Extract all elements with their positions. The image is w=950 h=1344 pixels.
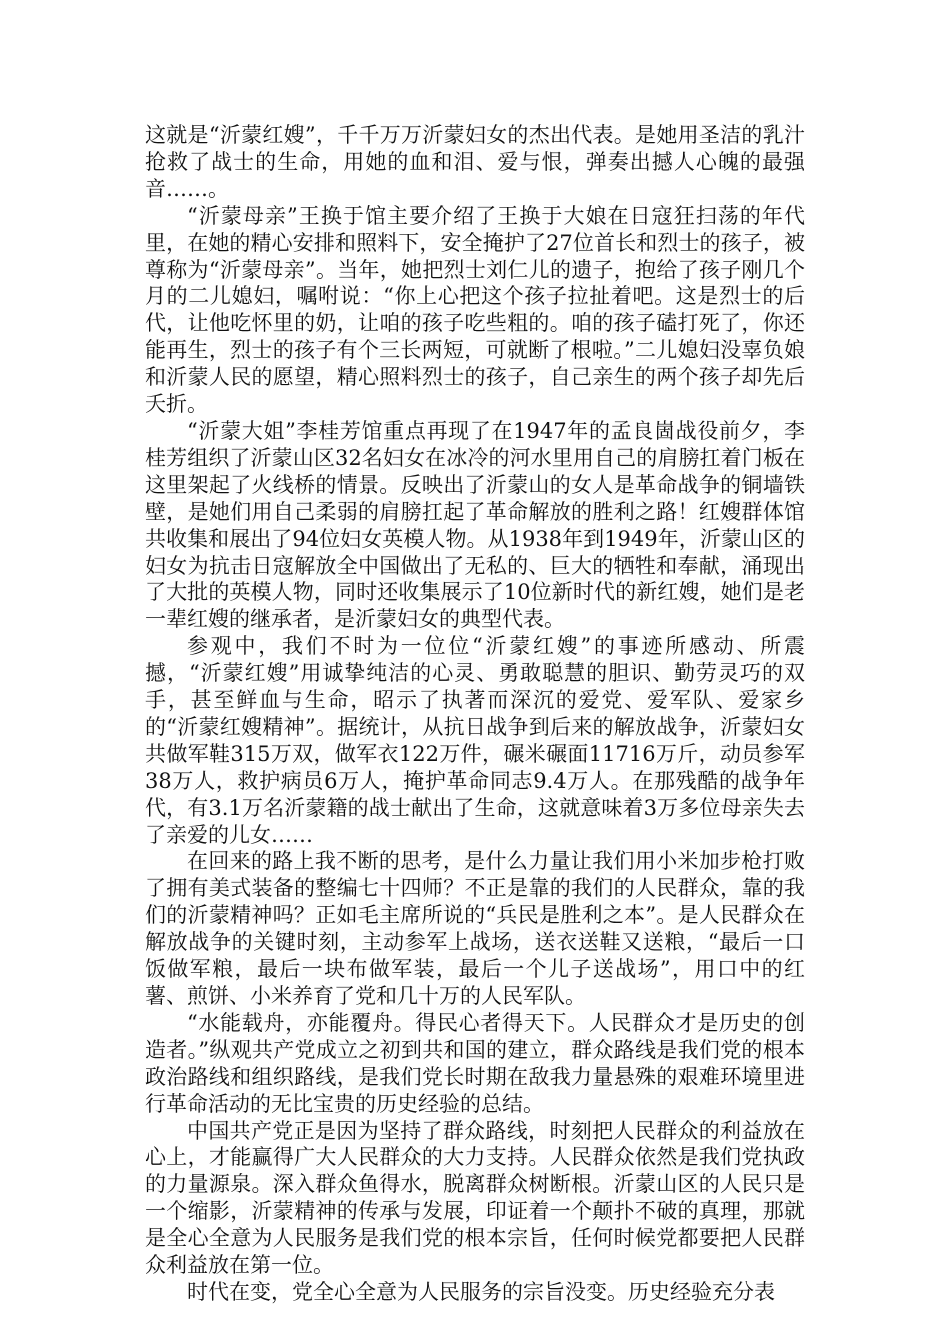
paragraph-6: “水能载舟，亦能覆舟。得民心者得天下。人民群众才是历史的创造者。”纵观共产党成立之初到共和国的建立，群众路线是我们党的根本政治路线和组织路线，是我们党长时期在敌我力量悬殊的艰难环境里进行革命活动的无比宝贵的历史经验的总结。 — [145, 1010, 805, 1116]
document-body — [145, 122, 805, 1306]
paragraph-4: 参观中，我们不时为一位位“沂蒙红嫂”的事迹所感动、所震撼，“沂蒙红嫂”用诚挚纯洁的心灵、勇敢聪慧的胆识、勤劳灵巧的双手，甚至鲜血与生命，昭示了执著而深沉的爱党、爱军队、爱家乡的“沂蒙红嫂精神”。据统计，从抗日战争到后来的解放战争，沂蒙妇女共做军鞋315万双，做军衣122万件，碾米碾面11716万斤，动员参军38万人，救护病员6万人，掩护革命同志9.4万人。在那残酷的战争年代，有3.1万名沂蒙籍的战士献出了生命，这就意味着3万多位母亲失去了亲爱的儿女…… — [145, 634, 805, 847]
paragraph-5: 在回来的路上我不断的思考，是什么力量让我们用小米加步枪打败了拥有美式装备的整编七十四师？不正是靠的我们的人民群众，靠的我们的沂蒙精神吗？正如毛主席所说的“兵民是胜利之本”。是人民群众在解放战争的关键时刻，主动参军上战场，送衣送鞋又送粮，“最后一口饭做军粮，最后一块布做军装，最后一个儿子送战场”，用口中的红薯、煎饼、小米养育了党和几十万的人民军队。 — [145, 849, 805, 1008]
paragraph-7: 中国共产党正是因为坚持了群众路线，时刻把人民群众的利益放在心上，才能赢得广大人民群众的大力支持。人民群众依然是我们党执政的力量源泉。深入群众鱼得水，脱离群众树断根。沂蒙山区的人民只是一个缩影，沂蒙精神的传承与发展，印证着一个颠扑不破的真理，那就是全心全意为人民服务是我们党的根本宗旨，任何时候党都要把人民群众利益放在第一位。 — [145, 1118, 805, 1278]
paragraph-3: “沂蒙大姐”李桂芳馆重点再现了在1947年的孟良崮战役前夕，李桂芳组织了沂蒙山区32名妇女在冰冷的河水里用自己的肩膀扛着门板在这里架起了火线桥的情景。反映出了沂蒙山的女人是革命战争的铜墙铁壁，是她们用自己柔弱的肩膀扛起了革命解放的胜利之路！红嫂群体馆共收集和展出了94位妇女英模人物。从1938年到1949年，沂蒙山区的妇女为抗击日寇解放全中国做出了无私的、巨大的牺牲和奉献，涌现出了大批的英模人物，同时还收集展示了10位新时代的新红嫂，她们是老一辈红嫂的继承者，是沂蒙妇女的典型代表。 — [145, 418, 805, 632]
paragraph-2: “沂蒙母亲”王换于馆主要介绍了王换于大娘在日寇狂扫荡的年代里，在她的精心安排和照料下，安全掩护了27位首长和烈士的孩子，被尊称为“沂蒙母亲”。当年，她把烈士刘仁儿的遗子，抱给了孩子刚几个月的二儿媳妇，嘱咐说：“你上心把这个孩子拉扯着吧。这是烈士的后代，让他吃怀里的奶，让咱的孩子吃些粗的。咱的孩子磕打死了，你还能再生，烈士的孩子有个三长两短，可就断了根啦。”二儿媳妇没辜负娘和沂蒙人民的愿望，精心照料烈士的孩子，自己亲生的两个孩子却先后夭折。 — [145, 203, 805, 417]
paragraph-8: 时代在变，党全心全意为人民服务的宗旨没变。历史经验充分表 — [187, 1279, 775, 1304]
paragraph-1: 这就是“沂蒙红嫂”，千千万万沂蒙妇女的杰出代表。是她用圣洁的乳汁抢救了战士的生命，用她的血和泪、爱与恨，弹奏出撼人心魄的最强音……。 — [145, 123, 805, 201]
